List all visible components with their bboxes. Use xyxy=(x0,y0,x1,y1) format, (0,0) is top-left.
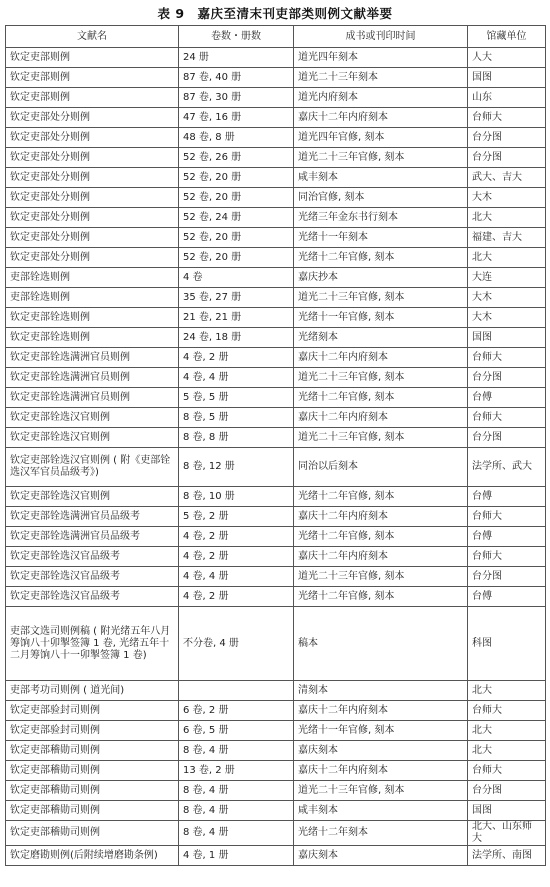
cell-publication-time: 稿本 xyxy=(294,607,468,681)
table-row xyxy=(6,328,546,348)
cell-publication-time: 嘉庆刻本 xyxy=(294,741,468,761)
cell-publication-time: 同治以后刻本 xyxy=(294,448,468,487)
table-row xyxy=(6,701,546,721)
cell-publication-time: 光绪十一年官修, 刻本 xyxy=(294,721,468,741)
cell-volumes: 4 卷 xyxy=(179,268,294,288)
cell-document-name: 钦定吏部处分则例 xyxy=(6,188,179,208)
cell-collection: 北大 xyxy=(468,248,546,268)
cell-collection: 山东 xyxy=(468,88,546,108)
table-row xyxy=(6,448,546,487)
cell-volumes: 52 卷, 20 册 xyxy=(179,248,294,268)
table-row xyxy=(6,248,546,268)
cell-collection: 台师大 xyxy=(468,761,546,781)
cell-collection: 台分图 xyxy=(468,128,546,148)
cell-volumes: 8 卷, 4 册 xyxy=(179,801,294,821)
cell-volumes: 4 卷, 2 册 xyxy=(179,547,294,567)
cell-collection: 法学所、武大 xyxy=(468,448,546,487)
cell-volumes: 24 册 xyxy=(179,48,294,68)
cell-publication-time: 光绪十二年刻本 xyxy=(294,821,468,846)
cell-collection: 台师大 xyxy=(468,701,546,721)
cell-document-name: 钦定吏部铨选满洲官员品级考 xyxy=(6,507,179,527)
table-row xyxy=(6,761,546,781)
cell-volumes: 4 卷, 2 册 xyxy=(179,587,294,607)
cell-document-name: 钦定吏部稽勋司则例 xyxy=(6,781,179,801)
cell-collection: 台师大 xyxy=(468,507,546,527)
table-row xyxy=(6,567,546,587)
table-row xyxy=(6,587,546,607)
cell-document-name: 钦定吏部铨选汉官则例 xyxy=(6,487,179,507)
cell-collection: 台分图 xyxy=(468,567,546,587)
cell-document-name: 钦定吏部验封司则例 xyxy=(6,701,179,721)
cell-volumes: 24 卷, 18 册 xyxy=(179,328,294,348)
cell-collection: 台傅 xyxy=(468,388,546,408)
cell-publication-time: 道光二十三年官修, 刻本 xyxy=(294,781,468,801)
cell-collection: 台师大 xyxy=(468,348,546,368)
table-row xyxy=(6,268,546,288)
cell-volumes: 52 卷, 26 册 xyxy=(179,148,294,168)
cell-document-name: 钦定吏部铨选则例 xyxy=(6,328,179,348)
cell-publication-time: 嘉庆十二年内府刻本 xyxy=(294,761,468,781)
cell-publication-time: 道光二十三年官修, 刻本 xyxy=(294,148,468,168)
cell-collection: 台傅 xyxy=(468,487,546,507)
cell-collection: 大木 xyxy=(468,188,546,208)
cell-document-name: 吏部铨选则例 xyxy=(6,288,179,308)
table-row xyxy=(6,741,546,761)
cell-publication-time: 嘉庆十二年内府刻本 xyxy=(294,547,468,567)
cell-publication-time: 道光四年官修, 刻本 xyxy=(294,128,468,148)
header-document-name: 文献名 xyxy=(6,26,179,48)
cell-volumes: 52 卷, 24 册 xyxy=(179,208,294,228)
cell-collection: 北大 xyxy=(468,741,546,761)
cell-publication-time: 嘉庆十二年内府刻本 xyxy=(294,348,468,368)
cell-document-name: 钦定吏部稽勋司则例 xyxy=(6,821,179,846)
table-row xyxy=(6,228,546,248)
cell-document-name: 吏部文选司则例稿 ( 附光绪五年八月筹饷八十卯掣签簿 1 卷, 光绪五年十二月筹饷八十一卯掣签簿 1 卷) xyxy=(6,607,179,681)
cell-publication-time: 光绪三年金东书行刻本 xyxy=(294,208,468,228)
cell-publication-time: 光绪十二年官修, 刻本 xyxy=(294,587,468,607)
table-row xyxy=(6,408,546,428)
cell-publication-time: 道光二十三年官修, 刻本 xyxy=(294,288,468,308)
cell-document-name: 钦定吏部处分则例 xyxy=(6,248,179,268)
header-volumes: 卷数・册数 xyxy=(179,26,294,48)
cell-publication-time: 咸丰刻本 xyxy=(294,168,468,188)
table-row xyxy=(6,781,546,801)
cell-volumes: 4 卷, 4 册 xyxy=(179,567,294,587)
cell-publication-time: 光绪十一年刻本 xyxy=(294,228,468,248)
cell-volumes: 5 卷, 5 册 xyxy=(179,388,294,408)
cell-publication-time: 嘉庆十二年内府刻本 xyxy=(294,701,468,721)
cell-document-name: 钦定磨勘则例(后附续增磨勘条例) xyxy=(6,846,179,866)
cell-document-name: 钦定吏部处分则例 xyxy=(6,128,179,148)
cell-volumes: 4 卷, 1 册 xyxy=(179,846,294,866)
cell-document-name: 钦定吏部铨选汉官则例 xyxy=(6,408,179,428)
table-row xyxy=(6,88,546,108)
table-row xyxy=(6,846,546,866)
cell-collection: 北大、山东师大 xyxy=(468,821,546,846)
cell-collection: 台分图 xyxy=(468,148,546,168)
table-row xyxy=(6,681,546,701)
cell-document-name: 钦定吏部处分则例 xyxy=(6,168,179,188)
cell-document-name: 吏部考功司则例 ( 道光间) xyxy=(6,681,179,701)
cell-document-name: 钦定吏部铨选汉官则例 xyxy=(6,428,179,448)
cell-collection: 福建、吉大 xyxy=(468,228,546,248)
cell-volumes: 35 卷, 27 册 xyxy=(179,288,294,308)
cell-document-name: 钦定吏部则例 xyxy=(6,48,179,68)
cell-volumes: 6 卷, 2 册 xyxy=(179,701,294,721)
cell-collection: 台师大 xyxy=(468,408,546,428)
cell-document-name: 钦定吏部稽勋司则例 xyxy=(6,761,179,781)
cell-collection: 大木 xyxy=(468,308,546,328)
table-row xyxy=(6,348,546,368)
table-row xyxy=(6,721,546,741)
cell-document-name: 钦定吏部铨选汉官则例 ( 附《吏部铨选汉军官员品级考》) xyxy=(6,448,179,487)
cell-document-name: 钦定吏部处分则例 xyxy=(6,108,179,128)
cell-document-name: 钦定吏部处分则例 xyxy=(6,208,179,228)
cell-collection: 台师大 xyxy=(468,108,546,128)
cell-volumes: 4 卷, 2 册 xyxy=(179,348,294,368)
cell-publication-time: 嘉庆抄本 xyxy=(294,268,468,288)
cell-collection: 国图 xyxy=(468,801,546,821)
header-publication-time: 成书或刊印时间 xyxy=(294,26,468,48)
cell-publication-time: 光绪十二年官修, 刻本 xyxy=(294,388,468,408)
cell-volumes: 不分卷, 4 册 xyxy=(179,607,294,681)
table-row xyxy=(6,607,546,681)
cell-document-name: 钦定吏部验封司则例 xyxy=(6,721,179,741)
cell-publication-time: 嘉庆十二年内府刻本 xyxy=(294,408,468,428)
cell-collection: 国图 xyxy=(468,328,546,348)
table-row xyxy=(6,527,546,547)
table-row xyxy=(6,168,546,188)
cell-collection: 北大 xyxy=(468,681,546,701)
table-row xyxy=(6,487,546,507)
cell-document-name: 钦定吏部则例 xyxy=(6,68,179,88)
table-row xyxy=(6,188,546,208)
cell-volumes: 8 卷, 5 册 xyxy=(179,408,294,428)
cell-volumes: 8 卷, 4 册 xyxy=(179,821,294,846)
cell-collection: 北大 xyxy=(468,721,546,741)
cell-document-name: 吏部铨选则例 xyxy=(6,268,179,288)
cell-collection: 台傅 xyxy=(468,587,546,607)
cell-publication-time: 光绪十二年官修, 刻本 xyxy=(294,487,468,507)
cell-publication-time: 道光二十三年官修, 刻本 xyxy=(294,567,468,587)
table-row xyxy=(6,821,546,846)
header-row xyxy=(6,26,546,48)
cell-publication-time: 道光四年刻本 xyxy=(294,48,468,68)
regulations-table xyxy=(5,25,546,866)
cell-collection: 大木 xyxy=(468,288,546,308)
table-row xyxy=(6,547,546,567)
cell-collection: 北大 xyxy=(468,208,546,228)
cell-publication-time: 光绪刻本 xyxy=(294,328,468,348)
cell-publication-time: 同治官修, 刻本 xyxy=(294,188,468,208)
table-row xyxy=(6,428,546,448)
cell-volumes: 8 卷, 4 册 xyxy=(179,741,294,761)
cell-document-name: 钦定吏部铨选满洲官员则例 xyxy=(6,368,179,388)
cell-publication-time: 嘉庆刻本 xyxy=(294,846,468,866)
cell-document-name: 钦定吏部铨选满洲官员品级考 xyxy=(6,527,179,547)
cell-document-name: 钦定吏部处分则例 xyxy=(6,228,179,248)
cell-document-name: 钦定吏部铨选满洲官员则例 xyxy=(6,348,179,368)
cell-publication-time: 道光二十三年官修, 刻本 xyxy=(294,428,468,448)
table-row xyxy=(6,68,546,88)
cell-publication-time: 咸丰刻本 xyxy=(294,801,468,821)
cell-document-name: 钦定吏部铨选满洲官员则例 xyxy=(6,388,179,408)
cell-publication-time: 清刻本 xyxy=(294,681,468,701)
cell-document-name: 钦定吏部铨选汉官品级考 xyxy=(6,567,179,587)
table-row xyxy=(6,288,546,308)
cell-publication-time: 道光二十三年官修, 刻本 xyxy=(294,368,468,388)
cell-volumes: 8 卷, 4 册 xyxy=(179,781,294,801)
cell-volumes: 4 卷, 4 册 xyxy=(179,368,294,388)
cell-document-name: 钦定吏部铨选则例 xyxy=(6,308,179,328)
cell-volumes: 4 卷, 2 册 xyxy=(179,527,294,547)
cell-document-name: 钦定吏部处分则例 xyxy=(6,148,179,168)
cell-volumes: 8 卷, 12 册 xyxy=(179,448,294,487)
header-collection: 馆藏单位 xyxy=(468,26,546,48)
cell-collection: 台师大 xyxy=(468,547,546,567)
table-row xyxy=(6,388,546,408)
cell-publication-time: 嘉庆十二年内府刻本 xyxy=(294,108,468,128)
cell-volumes: 6 卷, 5 册 xyxy=(179,721,294,741)
cell-collection: 法学所、南图 xyxy=(468,846,546,866)
table-body xyxy=(6,48,546,866)
cell-collection: 台分图 xyxy=(468,368,546,388)
cell-volumes: 21 卷, 21 册 xyxy=(179,308,294,328)
cell-collection: 人大 xyxy=(468,48,546,68)
cell-volumes: 47 卷, 16 册 xyxy=(179,108,294,128)
cell-publication-time: 光绪十二年官修, 刻本 xyxy=(294,248,468,268)
cell-volumes: 52 卷, 20 册 xyxy=(179,228,294,248)
table-row xyxy=(6,148,546,168)
table-row xyxy=(6,308,546,328)
cell-publication-time: 嘉庆十二年内府刻本 xyxy=(294,507,468,527)
cell-document-name: 钦定吏部稽勋司则例 xyxy=(6,741,179,761)
cell-collection: 武大、吉大 xyxy=(468,168,546,188)
cell-volumes: 87 卷, 40 册 xyxy=(179,68,294,88)
table-row xyxy=(6,48,546,68)
cell-publication-time: 道光内府刻本 xyxy=(294,88,468,108)
cell-volumes: 52 卷, 20 册 xyxy=(179,168,294,188)
cell-collection: 台分图 xyxy=(468,428,546,448)
cell-volumes xyxy=(179,681,294,701)
table-row xyxy=(6,108,546,128)
cell-volumes: 48 卷, 8 册 xyxy=(179,128,294,148)
cell-volumes: 8 卷, 8 册 xyxy=(179,428,294,448)
cell-document-name: 钦定吏部稽勋司则例 xyxy=(6,801,179,821)
cell-volumes: 52 卷, 20 册 xyxy=(179,188,294,208)
cell-document-name: 钦定吏部则例 xyxy=(6,88,179,108)
table-row xyxy=(6,368,546,388)
table-row xyxy=(6,128,546,148)
cell-document-name: 钦定吏部铨选汉官品级考 xyxy=(6,547,179,567)
cell-collection: 台傅 xyxy=(468,527,546,547)
table-title: 表 9 嘉庆至清末刊吏部类则例文献举要 xyxy=(157,6,393,21)
cell-document-name: 钦定吏部铨选汉官品级考 xyxy=(6,587,179,607)
table-row xyxy=(6,507,546,527)
cell-publication-time: 道光二十三年刻本 xyxy=(294,68,468,88)
table-row xyxy=(6,801,546,821)
cell-publication-time: 光绪十二年官修, 刻本 xyxy=(294,527,468,547)
cell-volumes: 8 卷, 10 册 xyxy=(179,487,294,507)
cell-collection: 大连 xyxy=(468,268,546,288)
cell-volumes: 87 卷, 30 册 xyxy=(179,88,294,108)
cell-publication-time: 光绪十一年官修, 刻本 xyxy=(294,308,468,328)
cell-volumes: 13 卷, 2 册 xyxy=(179,761,294,781)
cell-collection: 台分图 xyxy=(468,781,546,801)
table-row xyxy=(6,208,546,228)
cell-collection: 国图 xyxy=(468,68,546,88)
cell-collection: 科图 xyxy=(468,607,546,681)
cell-volumes: 5 卷, 2 册 xyxy=(179,507,294,527)
